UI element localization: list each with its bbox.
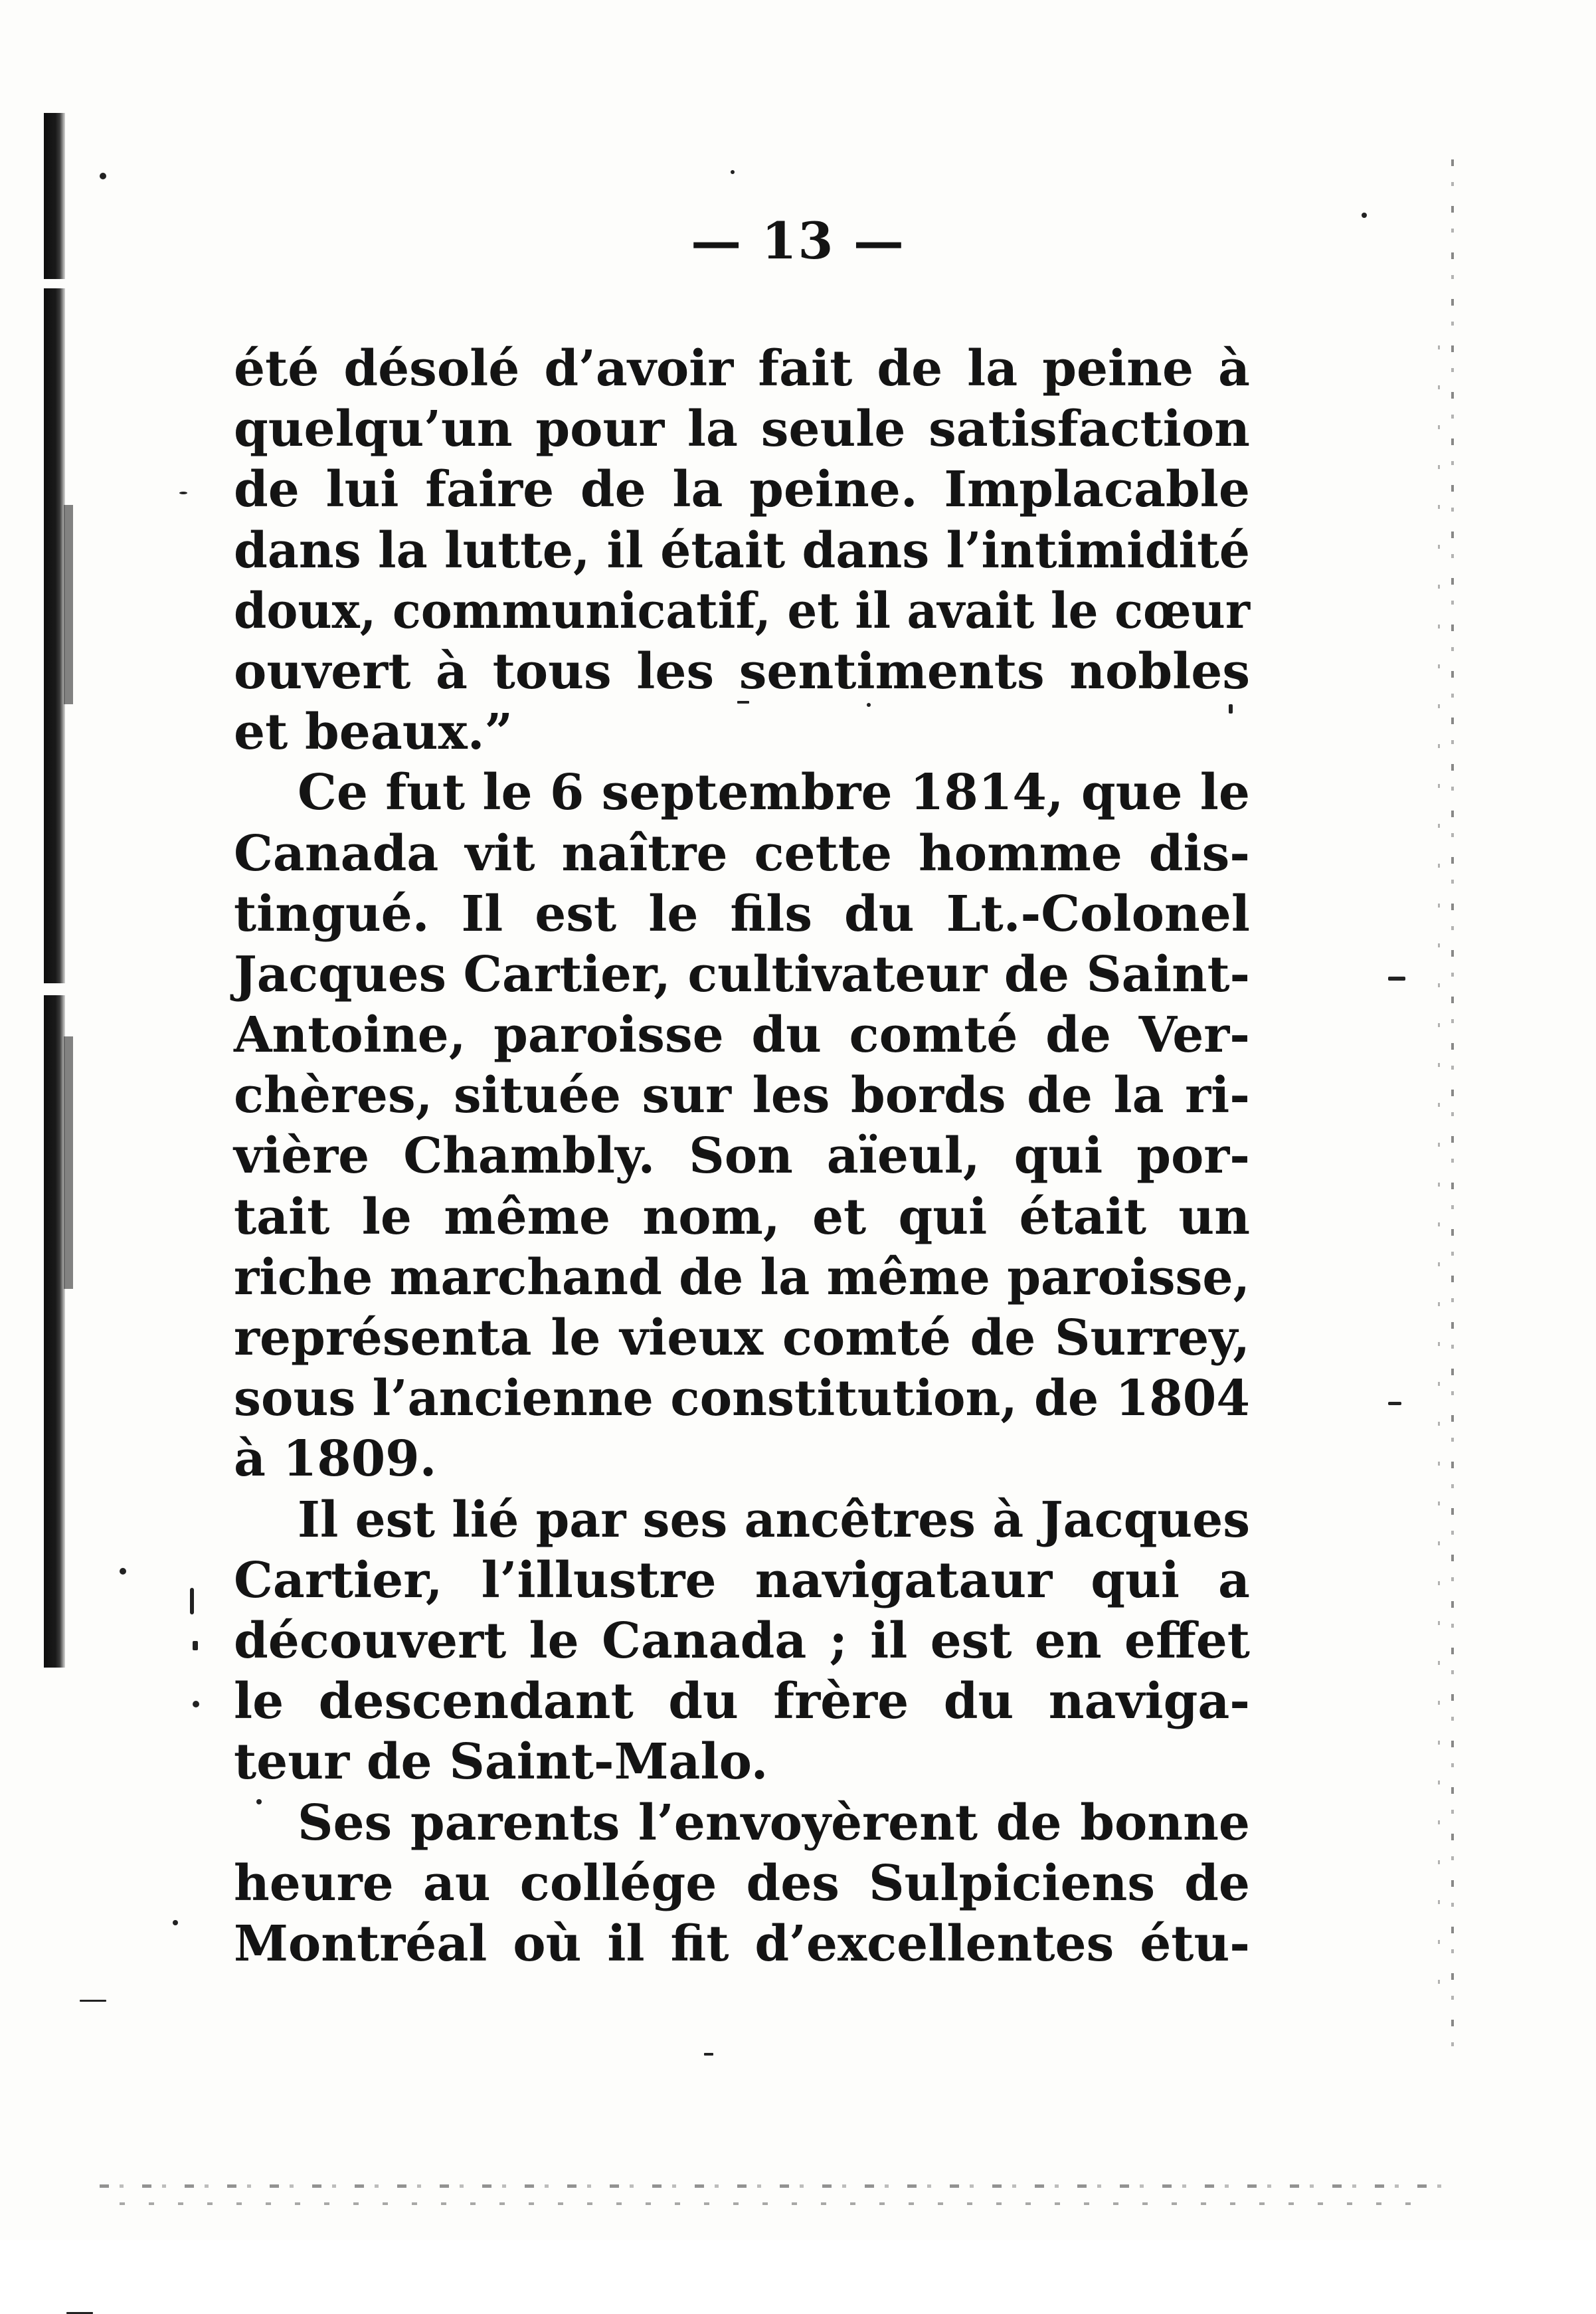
text-line: Canada vit naître cette homme dis- xyxy=(234,824,1250,882)
scan-speck xyxy=(704,2053,713,2056)
text-line: teur de Saint-Malo. xyxy=(234,1733,768,1791)
text-line: quelqu’un pour la seule satisfaction xyxy=(234,401,1250,458)
right-edge-marks xyxy=(1451,159,1454,2053)
text-line: tait le même nom, et qui était un xyxy=(234,1188,1250,1246)
text-line: ouvert à tous les sentiments nobles xyxy=(234,642,1250,700)
text-line: représenta le vieux comté de Surrey, xyxy=(234,1309,1250,1367)
scan-speck xyxy=(100,173,106,179)
scan-speck xyxy=(173,1920,178,1925)
text-line: dans la lutte, il était dans l’intimidité xyxy=(234,522,1250,579)
scan-speck xyxy=(1388,977,1405,981)
text-line: sous l’ancienne constitution, de 1804 xyxy=(234,1370,1250,1428)
scan-speck xyxy=(80,2000,106,2002)
bottom-edge-marks xyxy=(120,2202,1435,2205)
scan-speck xyxy=(193,1641,198,1650)
binding-smudge xyxy=(64,505,73,704)
binding-smudge xyxy=(64,1036,73,1289)
scan-speck xyxy=(179,492,187,494)
text-line: Cartier, l’illustre navigataur qui a xyxy=(234,1551,1250,1609)
text-line: vière Chambly. Son aïeul, qui por- xyxy=(234,1127,1250,1185)
text-line: chères, située sur les bords de la ri- xyxy=(234,1067,1250,1125)
text-line: été désolé d’avoir fait de la peine à xyxy=(234,340,1250,397)
scan-speck xyxy=(1388,1402,1401,1405)
binding-edge-gap xyxy=(40,279,69,288)
text-line: Antoine, paroisse du comté de Ver- xyxy=(234,1007,1250,1064)
text-line: Il est lié par ses ancêtres à Jacques xyxy=(298,1491,1250,1549)
text-line: doux, communicatif, et il avait le cœur xyxy=(234,582,1250,640)
text-line: et beaux.” xyxy=(234,704,513,761)
text-line: le descendant du frère du naviga- xyxy=(234,1673,1250,1731)
scan-speck xyxy=(120,1568,126,1575)
body-text-column xyxy=(234,339,1250,1975)
text-line: de lui faire de la peine. Implacable xyxy=(234,461,1250,519)
scan-speck xyxy=(190,1588,194,1614)
binding-edge-shadow xyxy=(44,113,65,1668)
text-line: tingué. Il est le fils du Lt.-Colonel xyxy=(234,885,1250,943)
page-number: — 13 — xyxy=(691,211,905,270)
text-line: découvert le Canada ; il est en effet xyxy=(234,1612,1250,1670)
text-line: à 1809. xyxy=(234,1430,437,1488)
text-line: Ce fut le 6 septembre 1814, que le xyxy=(298,764,1250,822)
text-line: Jacques Cartier, cultivateur de Saint- xyxy=(234,945,1250,1003)
text-line: Montréal où il fit d’excellentes étu- xyxy=(234,1915,1250,1973)
text-line: riche marchand de la même paroisse, xyxy=(234,1248,1250,1306)
bottom-edge-marks xyxy=(100,2184,1441,2188)
binding-edge-gap xyxy=(40,983,69,995)
scan-speck xyxy=(731,170,735,174)
text-line: Ses parents l’envoyèrent de bonne xyxy=(298,1794,1250,1852)
right-edge-marks xyxy=(1438,345,1440,2006)
text-line: heure au collége des Sulpiciens de xyxy=(234,1854,1250,1912)
scan-speck xyxy=(193,1701,199,1707)
